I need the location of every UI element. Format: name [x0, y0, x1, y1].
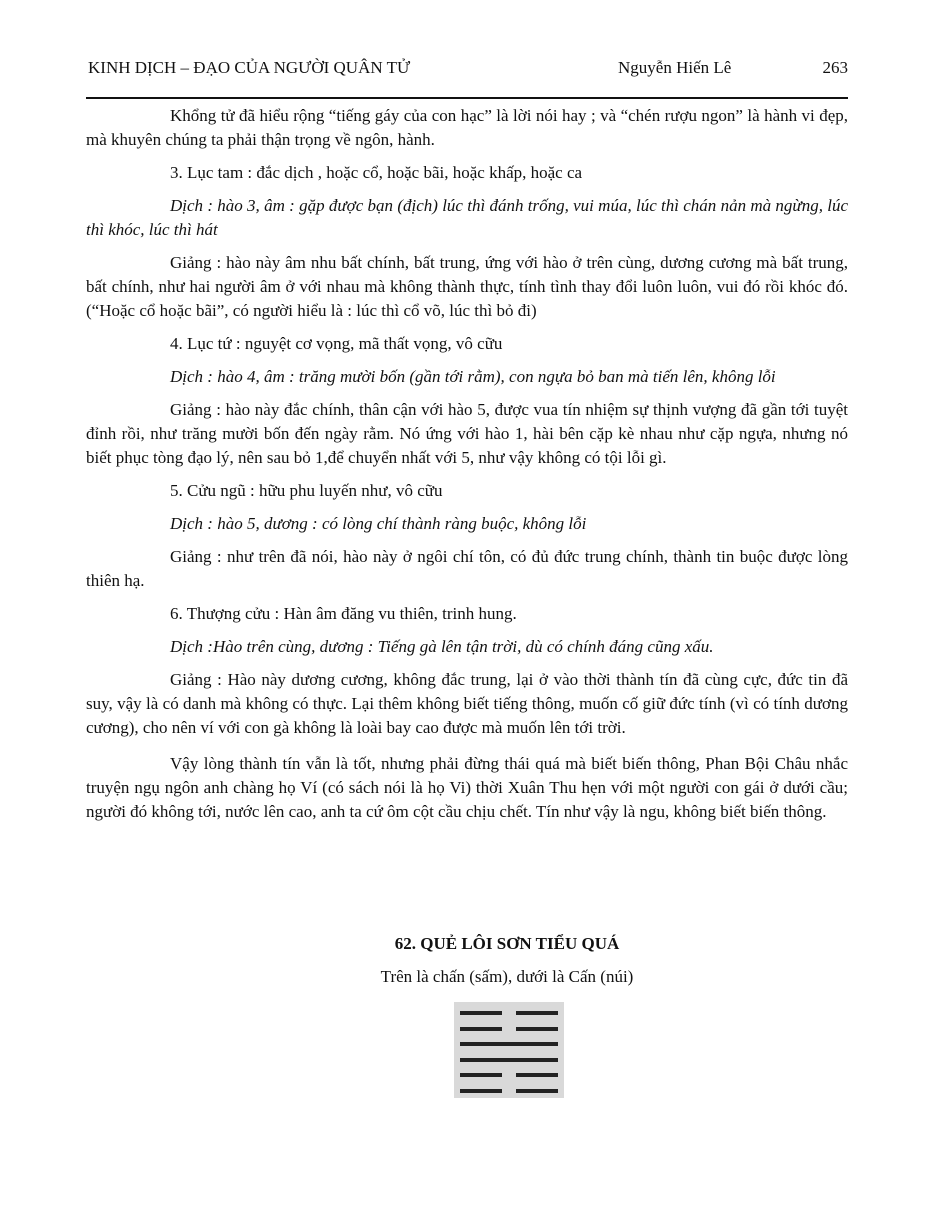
hexagram-yin-segment: [516, 1011, 558, 1015]
hexagram-yang-line: [460, 1042, 558, 1046]
section-title: 62. QUẺ LÔI SƠN TIỂU QUÁ: [394, 934, 620, 953]
author-name: Nguyễn Hiến Lê: [618, 58, 732, 77]
translation: Dịch : hào 4, âm : trăng mười bốn (gần tới rằm), con ngựa bỏ ban mà tiến lên, không lỗi: [170, 367, 776, 386]
line-heading: 5. Cửu ngũ : hữu phu luyến như, vô cữu: [170, 481, 443, 500]
translation: Dịch :Hào trên cùng, dương : Tiếng gà lên tận trời, dù có chính đáng cũng xấu.: [170, 637, 714, 656]
book-title: KINH DỊCH – ĐẠO CỦA NGƯỜI QUÂN TỬ: [88, 58, 411, 77]
line-heading: 6. Thượng cửu : Hàn âm đăng vu thiên, trinh hung.: [170, 604, 517, 623]
header-rule: [86, 97, 848, 99]
hexagram-figure: [454, 1002, 564, 1098]
line-heading: 3. Lục tam : đắc dịch , hoặc cổ, hoặc bãi, hoặc khấp, hoặc ca: [170, 163, 583, 182]
hexagram-yin-segment: [516, 1073, 558, 1077]
page-header: [88, 58, 848, 80]
hexagram-yin-segment: [460, 1027, 502, 1031]
explanation: Giảng : như trên đã nói, hào này ở ngôi chí tôn, có đủ đức trung chính, thành tin buộc được lòng thiên hạ.: [86, 547, 848, 590]
section-subtitle: Trên là chấn (sấm), dưới là Cấn (núi): [380, 967, 634, 986]
translation: Dịch : hào 3, âm : gặp được bạn (địch) lúc thì đánh trống, vui múa, lúc thì chán nản mà ngừng, lúc thì khóc, lúc thì hát: [86, 196, 848, 239]
explanation: Giảng : hào này đắc chính, thân cận với hào 5, được vua tín nhiệm sự thịnh vượng đã gần tới tuyệt đỉnh rồi, như trăng mười bốn đến ngày rằm. Nó ứng với hào 1, hài bên cặp kè nhau như cặp ngựa, nhưng nó biết phục tòng đạo lý, nên sau bỏ 1,để chuyển nhất với 5, như vậy không có tội lỗi gì.: [86, 400, 848, 467]
hexagram-yin-segment: [516, 1027, 558, 1031]
explanation: Giảng : Hào này dương cương, không đắc trung, lại ở vào thời thành tín đã cùng cực, đức tin đã suy, vậy là có danh mà không có thực. Lại thêm không biết tiếng thông, muốn cố giữ đức tính (vì có tính dương cương), cho nên ví với con gà không là loài bay cao được mà muốn lên tới trời.: [86, 670, 848, 737]
hexagram-yin-segment: [516, 1089, 558, 1093]
body-text: [86, 104, 848, 833]
hexagram-yin-segment: [460, 1011, 502, 1015]
hexagram-yin-segment: [460, 1089, 502, 1093]
explanation: Giảng : hào này âm nhu bất chính, bất trung, ứng với hào ở trên cùng, dương cương mà bất trung, bất chính, như hai người âm ở với nhau mà không thành thực, tính tình thay đổi luôn luôn, vui đó rồi khóc đó. (“Hoặc cổ hoặc bãi”, có người hiểu là : lúc thì cổ võ, lúc thì bỏ đi): [86, 253, 848, 320]
translation: Dịch : hào 5, dương : có lòng chí thành ràng buộc, không lỗi: [170, 514, 587, 533]
paragraph: Khổng tử đã hiểu rộng “tiếng gáy của con hạc” là lời nói hay ; và “chén rượu ngon” là hành vi đẹp, mà khuyên chúng ta phải thận trọng về ngôn, hành.: [86, 106, 848, 149]
page-number: 263: [822, 58, 848, 77]
hexagram-yang-line: [460, 1058, 558, 1062]
paragraph: Vậy lòng thành tín vẫn là tốt, nhưng phải đừng thái quá mà biết biến thông, Phan Bội Châu nhắc truyện ngụ ngôn anh chàng họ Ví (có sách nói là họ Vi) thời Xuân Thu hẹn với một người con gái ở dưới cầu; người đó không tới, nước lên cao, anh ta cứ ôm cột cầu chịu chết. Tín như vậy là ngu, không biết biến thông.: [86, 754, 848, 821]
line-heading: 4. Lục tứ : nguyệt cơ vọng, mã thất vọng, vô cữu: [170, 334, 503, 353]
hexagram-yin-segment: [460, 1073, 502, 1077]
